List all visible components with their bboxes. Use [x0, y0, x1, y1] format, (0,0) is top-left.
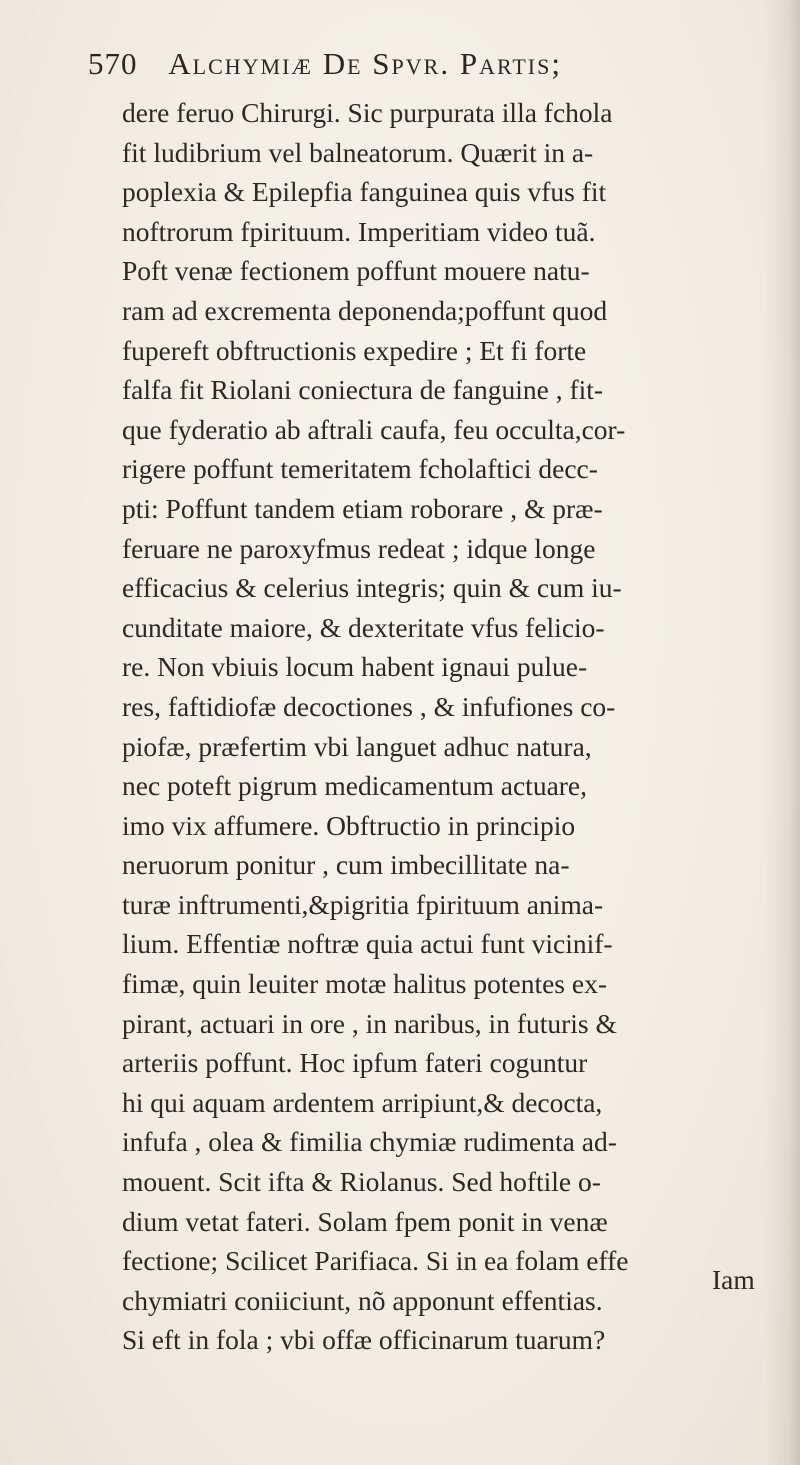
body-text: [122, 93, 800, 1360]
text-line: re. Non vbiuis locum habent ignaui pulue-: [122, 651, 588, 683]
catchword: Iam: [712, 1264, 755, 1295]
page-number: 570: [88, 46, 138, 81]
text-line: mouent. Scit ifta & Riolanus. Sed hoftile o-: [122, 1166, 601, 1198]
text-line: res, faftidiofæ decoctiones , & infufiones co-: [122, 690, 616, 722]
text-line: Poft venæ fectionem poffunt mouere natu-: [122, 255, 590, 287]
text-line: chymiatri coniiciunt, nõ apponunt effentias.: [122, 1284, 603, 1316]
text-line: nec poteft pigrum medicamentum actuare,: [122, 770, 588, 802]
text-line: efficacius & celerius integris; quin & cum iu-: [122, 572, 622, 604]
text-line: piofæ, præfertim vbi languet adhuc natura,: [122, 730, 592, 762]
text-line: neruorum ponitur , cum imbecillitate na-: [122, 849, 570, 881]
text-line: hi qui aquam ardentem arripiunt,& decocta,: [122, 1086, 603, 1118]
text-line: infufa , olea & fimilia chymiæ rudimenta ad-: [122, 1126, 617, 1158]
text-line: imo vix affumere. Obftructio in principio: [122, 809, 576, 841]
text-line: cunditate maiore, & dexteritate vfus felicio-: [122, 611, 605, 643]
text-line: arteriis poffunt. Hoc ipfum fateri coguntur: [122, 1047, 588, 1079]
running-head: Alchymiæ De Spvr. Partis;: [168, 46, 562, 81]
text-line: falfa fit Riolani coniectura de fanguine , fit-: [122, 374, 604, 406]
text-line: fectione; Scilicet Parifiaca. Si in ea folam effe: [122, 1245, 629, 1277]
text-line: turæ inftrumenti,&pigritia fpirituum anima-: [122, 888, 604, 920]
text-line: Si eft in fola ; vbi offæ officinarum tuarum?: [122, 1324, 606, 1356]
page-header: [88, 46, 562, 82]
text-line: rigere poffunt temeritatem fcholaftici decc-: [122, 453, 598, 485]
text-line: fit ludibrium vel balneatorum. Quærit in a-: [122, 136, 594, 168]
text-line: ram ad excrementa deponenda;poffunt quod: [122, 294, 608, 326]
text-line: fupereft obftructionis expedire ; Et fi forte: [122, 334, 587, 366]
text-line: dere feruo Chirurgi. Sic purpurata illa fchola: [122, 97, 613, 128]
text-line: lium. Effentiæ noftræ quia actui funt vicinif-: [122, 928, 613, 960]
text-line: noftrorum fpirituum. Imperitiam video tuã.: [122, 215, 596, 247]
text-line: pirant, actuari in ore , in naribus, in futuris &: [122, 1007, 617, 1039]
text-line: poplexia & Epilepfia fanguinea quis vfus fit: [122, 176, 607, 208]
text-line: fimæ, quin leuiter motæ halitus potentes ex-: [122, 968, 607, 1000]
text-line: que fyderatio ab aftrali caufa, feu occulta,cor-: [122, 413, 626, 445]
text-line: dium vetat fateri. Solam fpem ponit in venæ: [122, 1205, 608, 1237]
text-line: pti: Poffunt tandem etiam roborare , & præ-: [122, 492, 603, 524]
text-line: feruare ne paroxyfmus redeat ; idque longe: [122, 532, 596, 564]
